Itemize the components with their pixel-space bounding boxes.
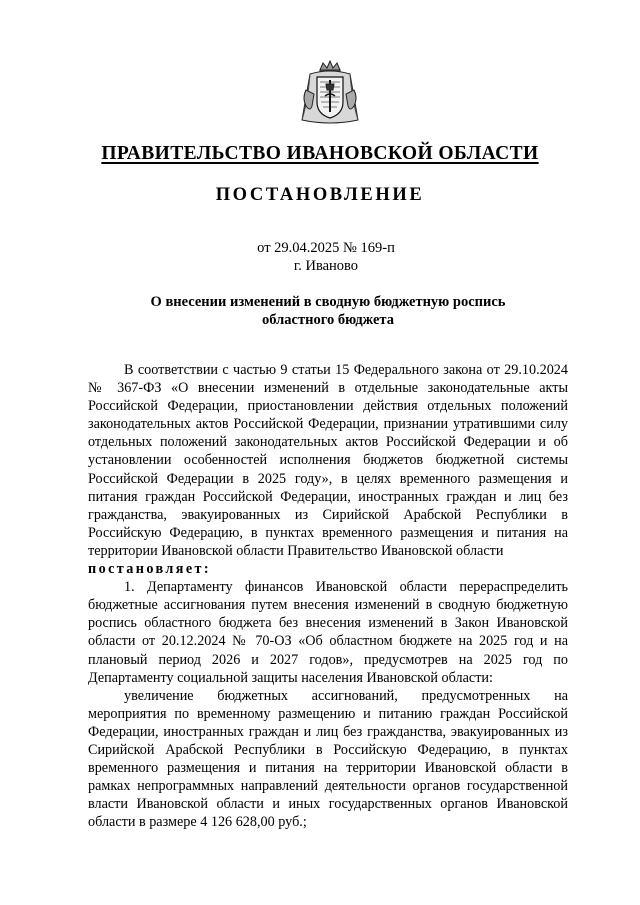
resolves-word: постановляет: bbox=[88, 561, 212, 578]
subject-line-2: областного бюджета bbox=[262, 312, 394, 328]
organization-title bbox=[0, 143, 640, 165]
item-1-sub-paragraph: увеличение бюджетных ассигнований, предусмотренных на мероприятия по временному размещению и питанию граждан Российской Федерации, иностранных граждан и лиц без гражданства, эвакуированных из Сирийской Арабской Республики в Российскую Федерацию, в пунктах временного размещения и питания на территории Ивановской области в рамках непрограммных направлений деятельности органов государственной власти Ивановской области и иных государственных органов Ивановской области в размере 4 126 628,00 руб.; bbox=[88, 687, 568, 831]
resolves-line bbox=[88, 560, 568, 578]
subject-line-1: О внесении изменений в сводную бюджетную роспись bbox=[150, 294, 506, 310]
organization-title-text: ПРАВИТЕЛЬСТВО ИВАНОВСКОЙ ОБЛАСТИ bbox=[101, 143, 539, 164]
item-1-paragraph: 1. Департаменту финансов Ивановской области перераспределить бюджетные ассигнования путем внесения изменений в сводную бюджетную роспись областного бюджета без внесения изменений в Закон Ивановской области от 20.12.2024 № 70-ОЗ «Об областном бюджете на 2025 год и на плановый период 2026 и 2027 годов», предусмотрев на 2025 год по Департаменту социальной защиты населения Ивановской области: bbox=[88, 579, 568, 686]
coat-of-arms-emblem bbox=[298, 60, 362, 126]
document-date-number: от 29.04.2025 № 169-п bbox=[257, 240, 395, 256]
document-body bbox=[88, 361, 568, 831]
document-type-title: ПОСТАНОВЛЕНИЕ bbox=[215, 185, 425, 205]
document-subject bbox=[0, 293, 640, 329]
preamble-paragraph: В соответствии с частью 9 статьи 15 Федерального закона от 29.10.2024 № 367-ФЗ «О внесении изменений в отдельные законодательные акты Российской Федерации, приостановлении действия отдельных положений законодательных актов Российской Федерации, признании утратившими силу отдельных положений законодательных актов Российской Федерации и об установлении особенностей исполнения бюджетов бюджетной системы Российской Федерации в 2025 году», в целях временного размещения и питания граждан Российской Федерации, иностранных граждан и лиц без гражданства, эвакуированных из Сирийской Арабской Республики в Российскую Федерацию, в пунктах временного размещения и питания на территории Ивановской области Правительство Ивановской области bbox=[88, 362, 568, 559]
document-city: г. Иваново bbox=[293, 258, 359, 274]
